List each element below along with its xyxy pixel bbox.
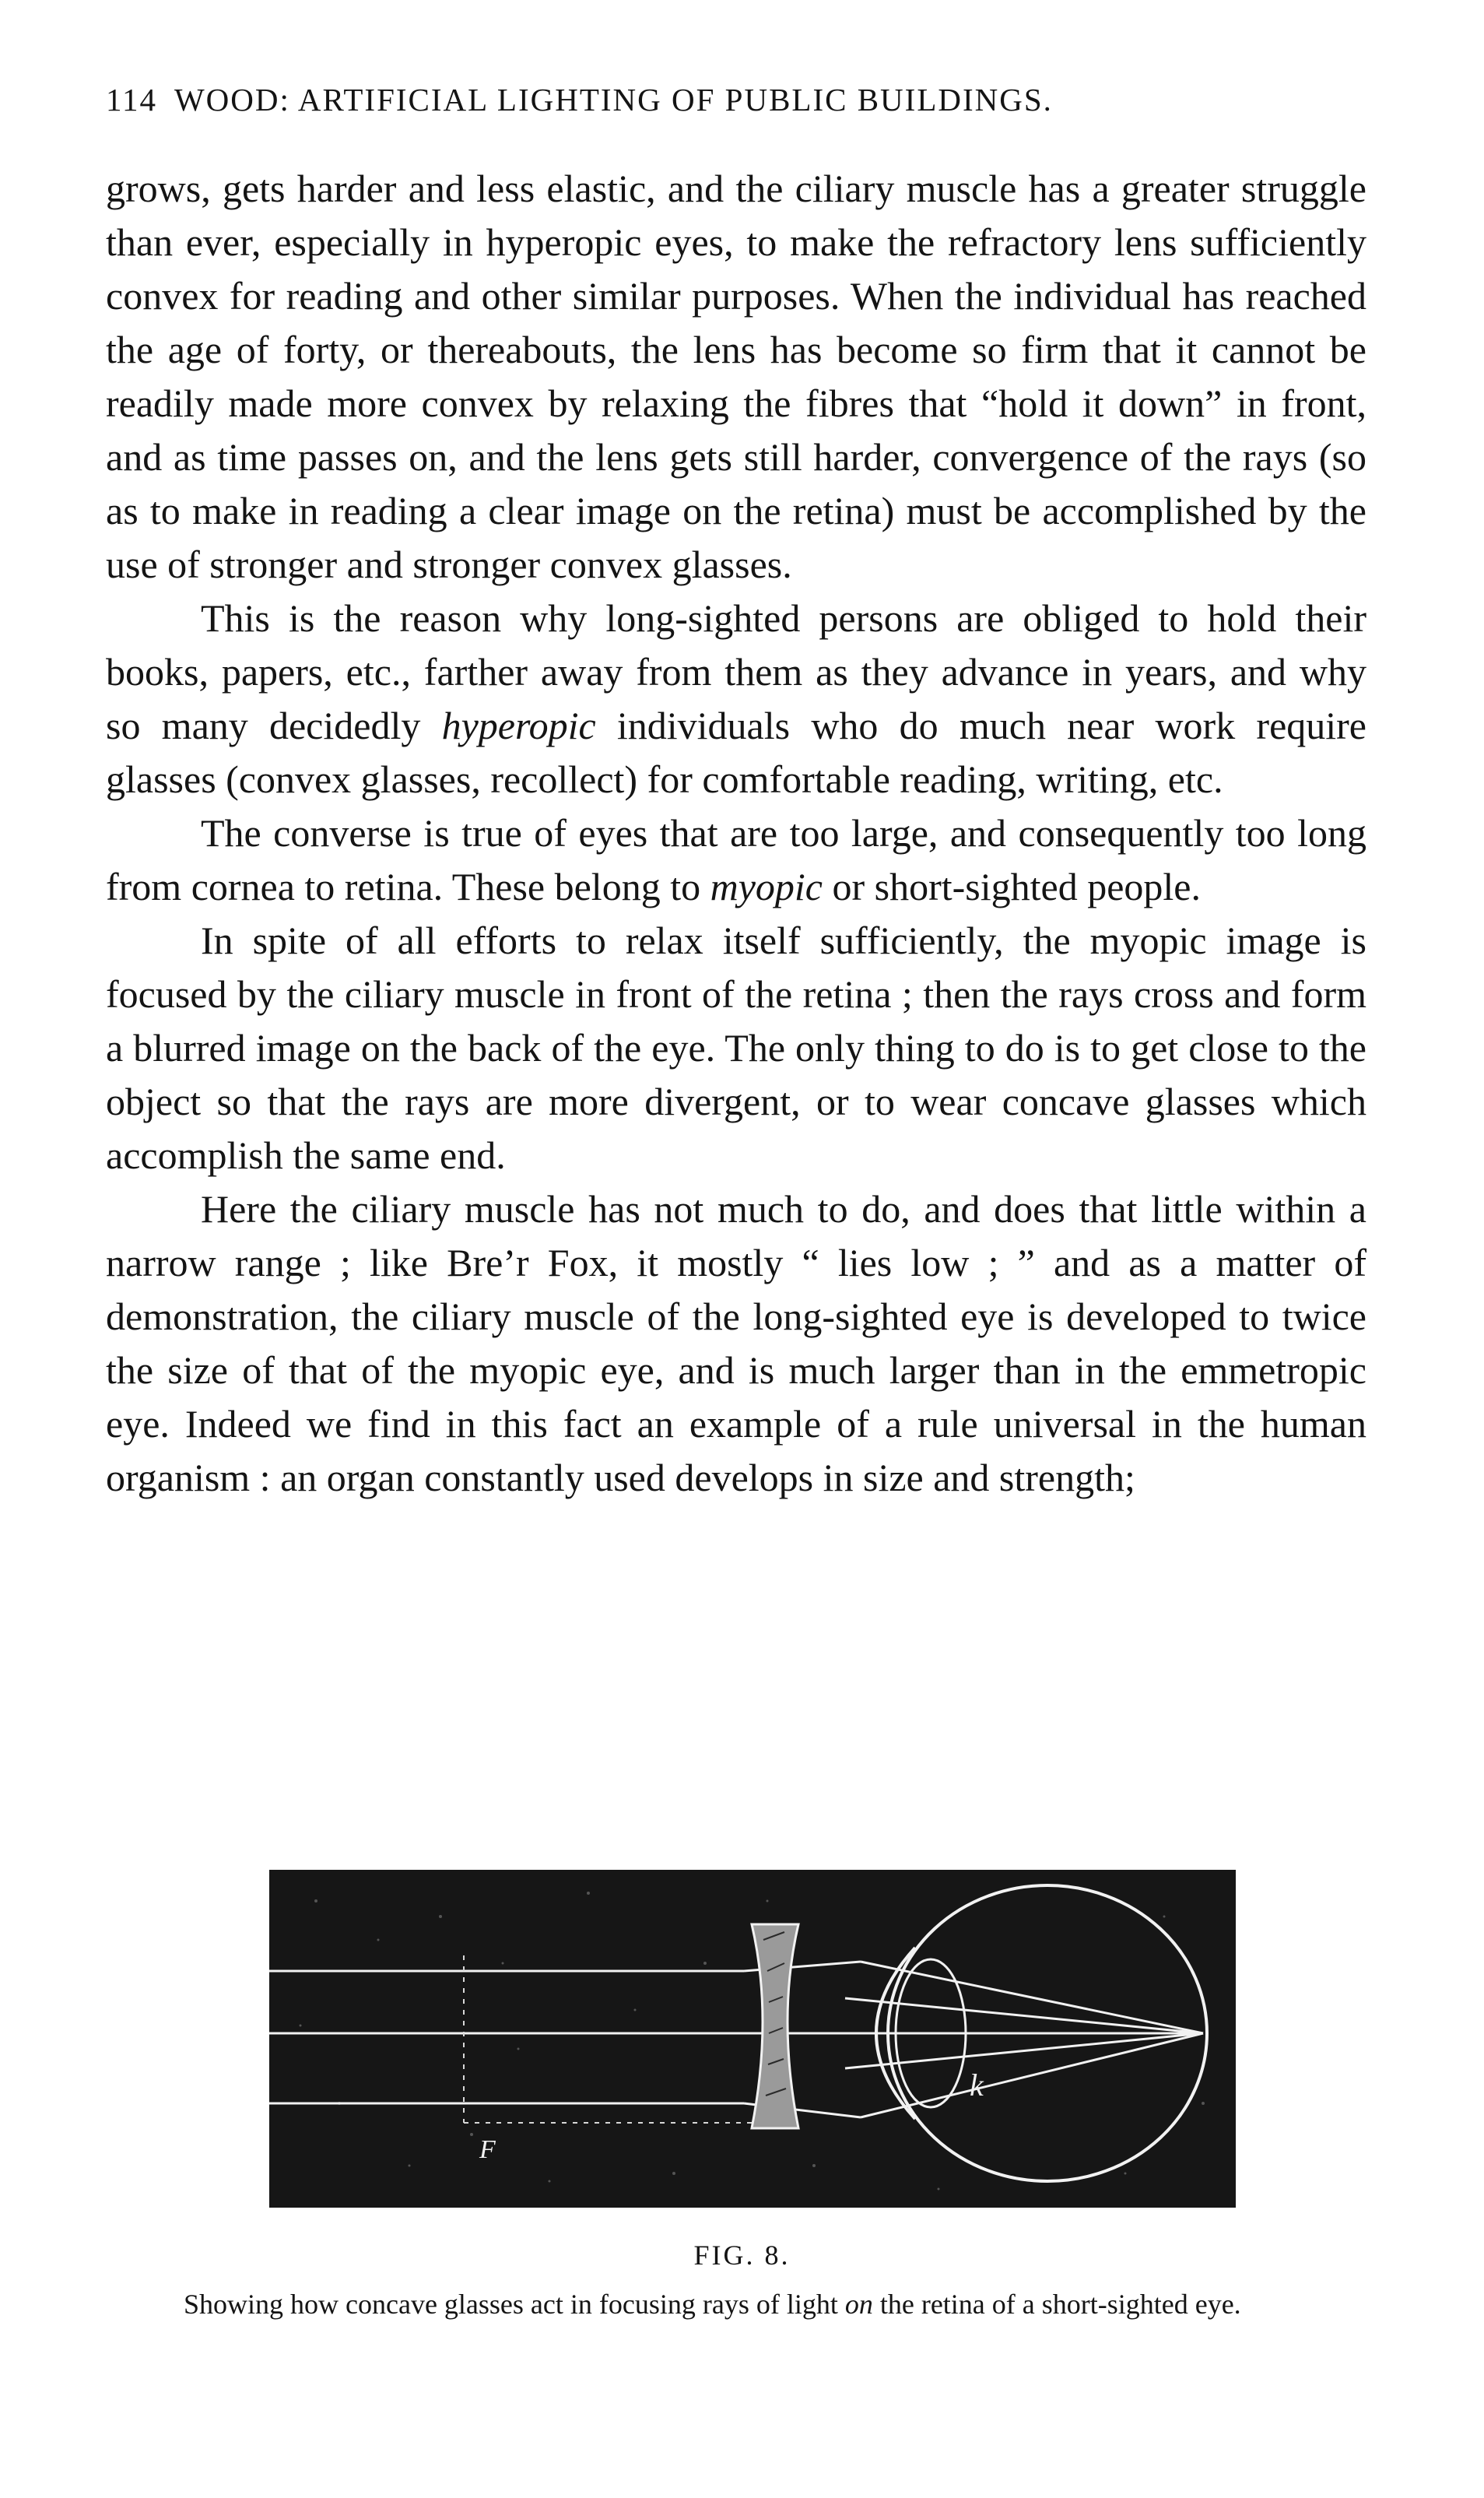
paragraph-3-text-a: The converse is true of eyes that are too large, and consequently too long from cornea to retina. These belong to [106, 811, 1366, 908]
figure-label: FIG. 8. [693, 2240, 791, 2271]
running-title: WOOD: ARTIFICIAL LIGHTING OF PUBLIC BUILDINGS. [174, 82, 1053, 118]
paragraph-4: In spite of all efforts to relax itself sufficiently, the myopic image is focused by the ciliary muscle in front of the retina ; then the rays cross and form a blurred image on the back of the eye. The only thing to do is to get close to the object so that the rays are more divergent, or to wear concave glasses which accomplish the same end. [106, 919, 1366, 1177]
paragraph-3-text-b: or short-sighted people. [822, 865, 1201, 908]
figure-concave-lens-eye [269, 1870, 1236, 2208]
body-text [106, 162, 1366, 1505]
paragraph-3 [106, 806, 1366, 914]
paragraph-1: grows, gets harder and less elastic, and the ciliary muscle has a greater struggle than ever, especially in hyperopic eyes, to make the refractory lens sufficiently convex for reading and other similar purposes. When the individual has reached the age of forty, or thereabouts, the lens has become so firm that it cannot be readily made more convex by relaxing the fibres that “hold it down” in front, and as time passes on, and the lens gets still harder, convergence of the rays (so as to make in reading a clear image on the retina) must be accomplished by the use of stronger and stronger convex glasses. [106, 167, 1366, 586]
figure-drawing [269, 1870, 1236, 2208]
paragraph-2-text-b: individuals who do much near work require glasses (convex glasses, recollect) for comfortable reading, writing, etc. [106, 704, 1367, 801]
figure-background [269, 1870, 1236, 2208]
figure-caption-text-a: Showing how concave glasses act in focusing rays of light [184, 2289, 845, 2320]
paragraph-5: Here the ciliary muscle has not much to do, and does that little within a narrow range ; like Bre’r Fox, it mostly “ lies low ; ” and as a matter of demonstration, the ciliary muscle of the long-sighted eye is developed to twice the size of that of the myopic eye, and is much larger than in the emmetropic eye. Indeed we find in this fact an example of a rule universal in the human organism : an organ constantly used develops in size and strength; [106, 1187, 1366, 1499]
running-head [106, 81, 1366, 118]
figure-caption-text-b: the retina of a short-sighted eye. [872, 2289, 1241, 2320]
paragraph-2-text-a: This is the reason why long-sighted persons are obliged to hold their books, papers, etc., farther away from them as they advance in years, and why so many decidedly [106, 596, 1366, 747]
paragraph-2 [106, 592, 1366, 806]
paragraph-3-italic: myopic [710, 865, 823, 908]
figure-letter-f: F [479, 2135, 496, 2164]
figure-caption [106, 2284, 1366, 2324]
figure-caption-italic: on [844, 2289, 873, 2320]
page-number: 114 [106, 82, 157, 118]
paragraph-2-italic: hyperopic [441, 704, 596, 747]
figure-letter-k: k [970, 2068, 984, 2103]
